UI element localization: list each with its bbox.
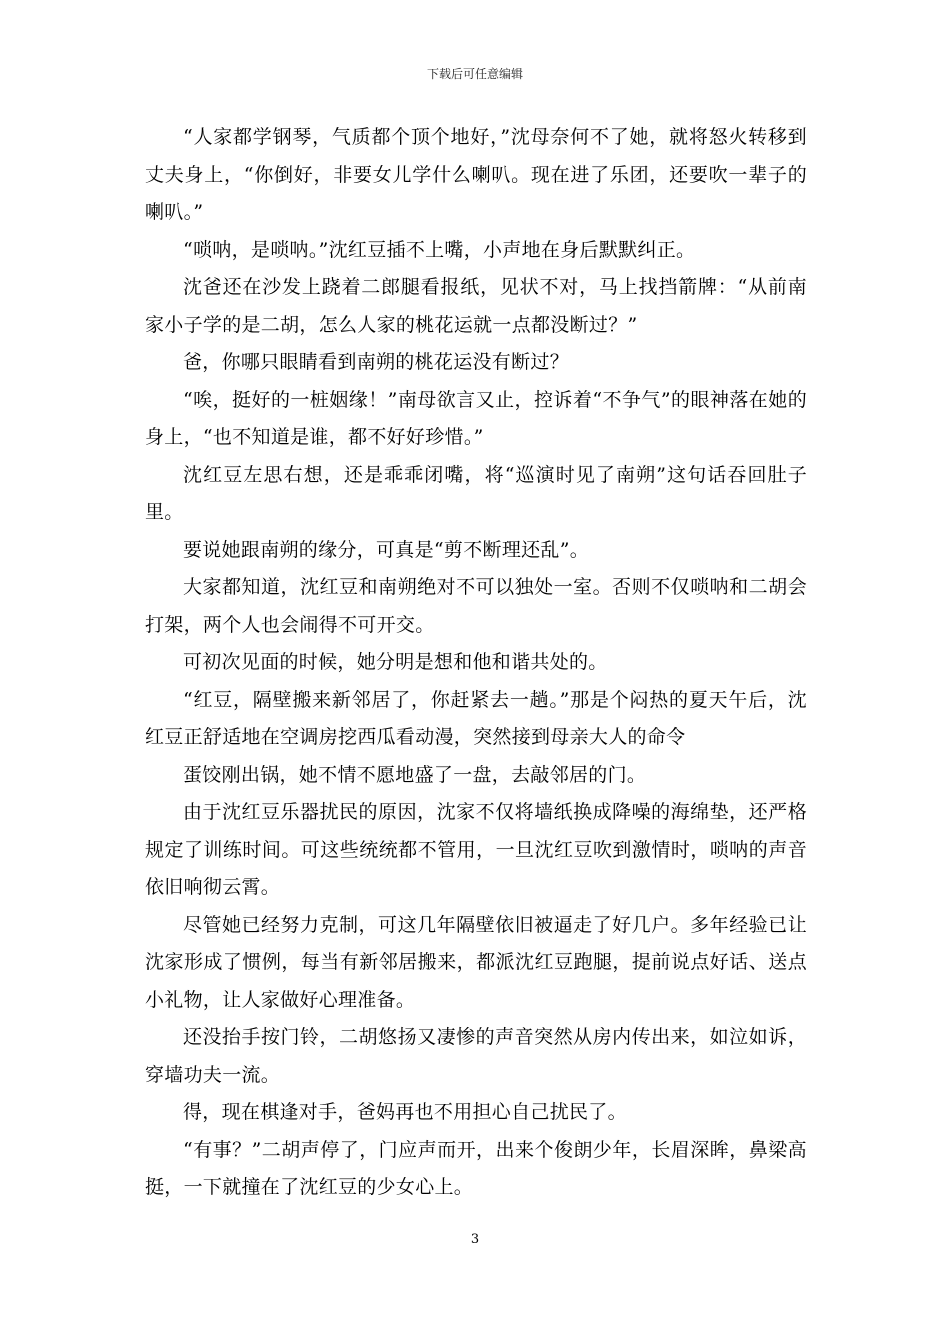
document-body [145,119,807,1207]
paragraph: “有事？”二胡声停了，门应声而开，出来个俊朗少年，长眉深眸，鼻梁高挺，一下就撞在了沈红豆的少女心上。 [145,1138,807,1198]
page-number: 3 [470,1232,480,1247]
paragraph: 可初次见面的时候，她分明是想和他和谐共处的。 [183,651,608,673]
paragraph: 还没抬手按门铃，二胡悠扬又凄惨的声音突然从房内传出来，如泣如诉，穿墙功夫一流。 [145,1026,807,1086]
paragraph: 大家都知道，沈红豆和南朔绝对不可以独处一室。否则不仅唢呐和二胡会打架，两个人也会闹得不可开交。 [145,576,807,636]
paragraph: 得，现在棋逢对手，爸妈再也不用担心自己扰民了。 [183,1101,627,1123]
paragraph: “人家都学钢琴，气质都个顶个地好，”沈母奈何不了她，就将怒火转移到丈夫身上，“你倒好，非要女儿学什么喇叭。现在进了乐团，还要吹一辈子的喇叭。” [145,126,807,223]
paragraph: “唢呐，是唢呐。”沈红豆插不上嘴，小声地在身后默默纠正。 [183,238,696,261]
paragraph: “红豆，隔壁搬来新邻居了，你赶紧去一趟。”那是个闷热的夏天午后，沈红豆正舒适地在空调房挖西瓜看动漫，突然接到母亲大人的命令 [145,688,807,748]
paragraph: 沈爸还在沙发上跷着二郎腿看报纸，见状不对，马上找挡箭牌：“从前南家小子学的是二胡，怎么人家的桃花运就一点都没断过？” [145,276,807,336]
page-header: 下载后可任意编辑 [426,67,523,81]
paragraph: 蛋饺刚出锅，她不情不愿地盛了一盘，去敲邻居的门。 [183,763,647,786]
paragraph: 爸，你哪只眼睛看到南朔的桃花运没有断过？ [183,351,570,373]
paragraph: 要说她跟南朔的缘分，可真是“剪不断理还乱”。 [183,538,590,561]
paragraph: 由于沈红豆乐器扰民的原因，沈家不仅将墙纸换成降噪的海绵垫，还严格规定了训练时间。可这些统统都不管用，一旦沈红豆吹到激情时，唢呐的声音依旧响彻云霄。 [145,801,807,898]
paragraph: “唉，挺好的一桩姻缘！”南母欲言又止，控诉着“不争气”的眼神落在她的身上，“也不知道是谁，都不好好珍惜。” [145,388,807,448]
paragraph: 尽管她已经努力克制，可这几年隔壁依旧被逼走了好几户。多年经验已让沈家形成了惯例，每当有新邻居搬来，都派沈红豆跑腿，提前说点好话、送点小礼物，让人家做好心理准备。 [145,913,807,1011]
paragraph: 沈红豆左思右想，还是乖乖闭嘴，将“巡演时见了南朔”这句话吞回肚子里。 [145,463,807,523]
